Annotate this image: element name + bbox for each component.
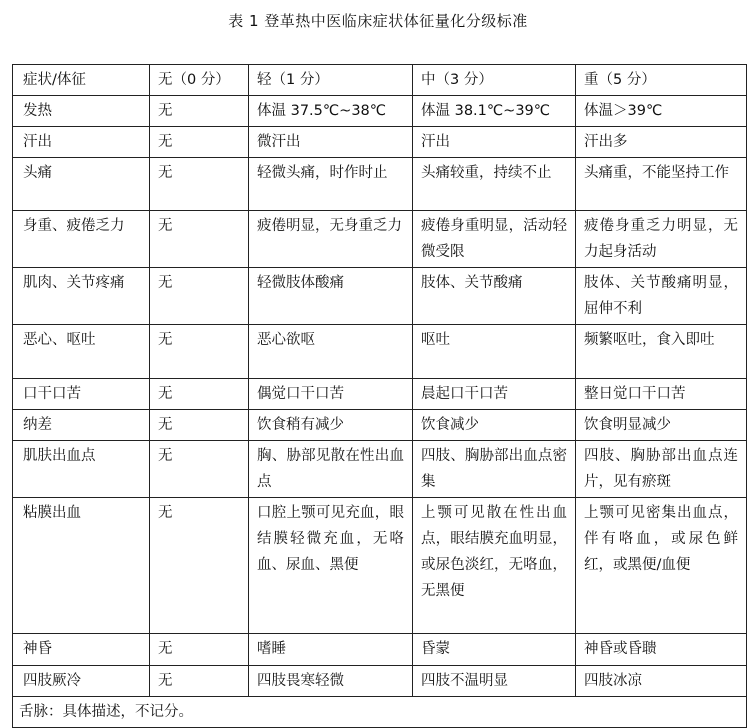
table-row <box>13 498 747 634</box>
table-row <box>13 127 747 158</box>
moderate-cell: 上颚可见散在性出血点，眼结膜充血明显，或尿色淡红，无咯血，无黑便 <box>413 498 576 634</box>
table-row <box>13 211 747 268</box>
symptom-cell: 口干口苦 <box>13 379 150 410</box>
severe-cell: 汗出多 <box>576 127 747 158</box>
none-score-cell: 无 <box>150 127 249 158</box>
none-score-cell: 无 <box>150 96 249 127</box>
severe-cell: 体温＞39℃ <box>576 96 747 127</box>
none-score-cell: 无 <box>150 666 249 697</box>
symptom-cell: 恶心、呕吐 <box>13 325 150 379</box>
table-title: 表 1 登革热中医临床症状体征量化分级标准 <box>228 12 528 30</box>
table-row <box>13 158 747 211</box>
header-mild: 轻（1 分） <box>249 65 413 96</box>
table-row <box>13 268 747 325</box>
mild-cell: 四肢畏寒轻微 <box>249 666 413 697</box>
severe-cell: 四肢、胸胁部出血点连片，见有瘀斑 <box>576 441 747 498</box>
mild-cell: 轻微头痛，时作时止 <box>249 158 413 211</box>
symptom-cell: 肌肉、关节疼痛 <box>13 268 150 325</box>
symptom-cell: 神昏 <box>13 634 150 666</box>
symptom-cell: 肌肤出血点 <box>13 441 150 498</box>
header-symptom: 症状/体征 <box>13 65 150 96</box>
none-score-cell: 无 <box>150 441 249 498</box>
severe-cell: 头痛重，不能坚持工作 <box>576 158 747 211</box>
moderate-cell: 四肢、胸胁部出血点密集 <box>413 441 576 498</box>
header-severe: 重（5 分） <box>576 65 747 96</box>
mild-cell: 饮食稍有减少 <box>249 410 413 441</box>
symptom-cell: 粘膜出血 <box>13 498 150 634</box>
moderate-cell: 体温 38.1℃~39℃ <box>413 96 576 127</box>
severe-cell: 整日觉口干口苦 <box>576 379 747 410</box>
symptom-cell: 纳差 <box>13 410 150 441</box>
moderate-cell: 头痛较重，持续不止 <box>413 158 576 211</box>
moderate-cell: 汗出 <box>413 127 576 158</box>
footer-row <box>13 697 747 728</box>
mild-cell: 胸、胁部见散在性出血点 <box>249 441 413 498</box>
mild-cell: 轻微肢体酸痛 <box>249 268 413 325</box>
header-row <box>13 65 747 96</box>
moderate-cell: 肢体、关节酸痛 <box>413 268 576 325</box>
moderate-cell: 晨起口干口苦 <box>413 379 576 410</box>
moderate-cell: 呕吐 <box>413 325 576 379</box>
moderate-cell: 四肢不温明显 <box>413 666 576 697</box>
mild-cell: 偶觉口干口苦 <box>249 379 413 410</box>
none-score-cell: 无 <box>150 634 249 666</box>
severe-cell: 饮食明显减少 <box>576 410 747 441</box>
none-score-cell: 无 <box>150 379 249 410</box>
table-row <box>13 96 747 127</box>
moderate-cell: 昏蒙 <box>413 634 576 666</box>
grading-table <box>12 64 747 728</box>
severe-cell: 上颚可见密集出血点，伴有咯血，或尿色鲜红，或黑便/血便 <box>576 498 747 634</box>
severe-cell: 神昏或昏聩 <box>576 634 747 666</box>
none-score-cell: 无 <box>150 498 249 634</box>
table-row <box>13 634 747 666</box>
severe-cell: 疲倦身重乏力明显，无力起身活动 <box>576 211 747 268</box>
none-score-cell: 无 <box>150 211 249 268</box>
table-row <box>13 441 747 498</box>
table-row <box>13 379 747 410</box>
symptom-cell: 汗出 <box>13 127 150 158</box>
mild-cell: 恶心欲呕 <box>249 325 413 379</box>
table-row <box>13 666 747 697</box>
symptom-cell: 四肢厥冷 <box>13 666 150 697</box>
mild-cell: 疲倦明显，无身重乏力 <box>249 211 413 268</box>
none-score-cell: 无 <box>150 410 249 441</box>
none-score-cell: 无 <box>150 158 249 211</box>
header-none: 无（0 分） <box>150 65 249 96</box>
header-moderate: 中（3 分） <box>413 65 576 96</box>
symptom-cell: 头痛 <box>13 158 150 211</box>
mild-cell: 微汗出 <box>249 127 413 158</box>
none-score-cell: 无 <box>150 325 249 379</box>
mild-cell: 口腔上颚可见充血，眼结膜轻微充血，无咯血、尿血、黑便 <box>249 498 413 634</box>
moderate-cell: 疲倦身重明显，活动轻微受限 <box>413 211 576 268</box>
symptom-cell: 身重、疲倦乏力 <box>13 211 150 268</box>
table-row <box>13 325 747 379</box>
mild-cell: 体温 37.5℃~38℃ <box>249 96 413 127</box>
symptom-cell: 发热 <box>13 96 150 127</box>
severe-cell: 频繁呕吐，食入即吐 <box>576 325 747 379</box>
none-score-cell: 无 <box>150 268 249 325</box>
moderate-cell: 饮食减少 <box>413 410 576 441</box>
severe-cell: 肢体、关节酸痛明显，屈伸不利 <box>576 268 747 325</box>
table-row <box>13 410 747 441</box>
footer-note: 舌脉：具体描述，不记分。 <box>13 697 747 728</box>
mild-cell: 嗜睡 <box>249 634 413 666</box>
severe-cell: 四肢冰凉 <box>576 666 747 697</box>
